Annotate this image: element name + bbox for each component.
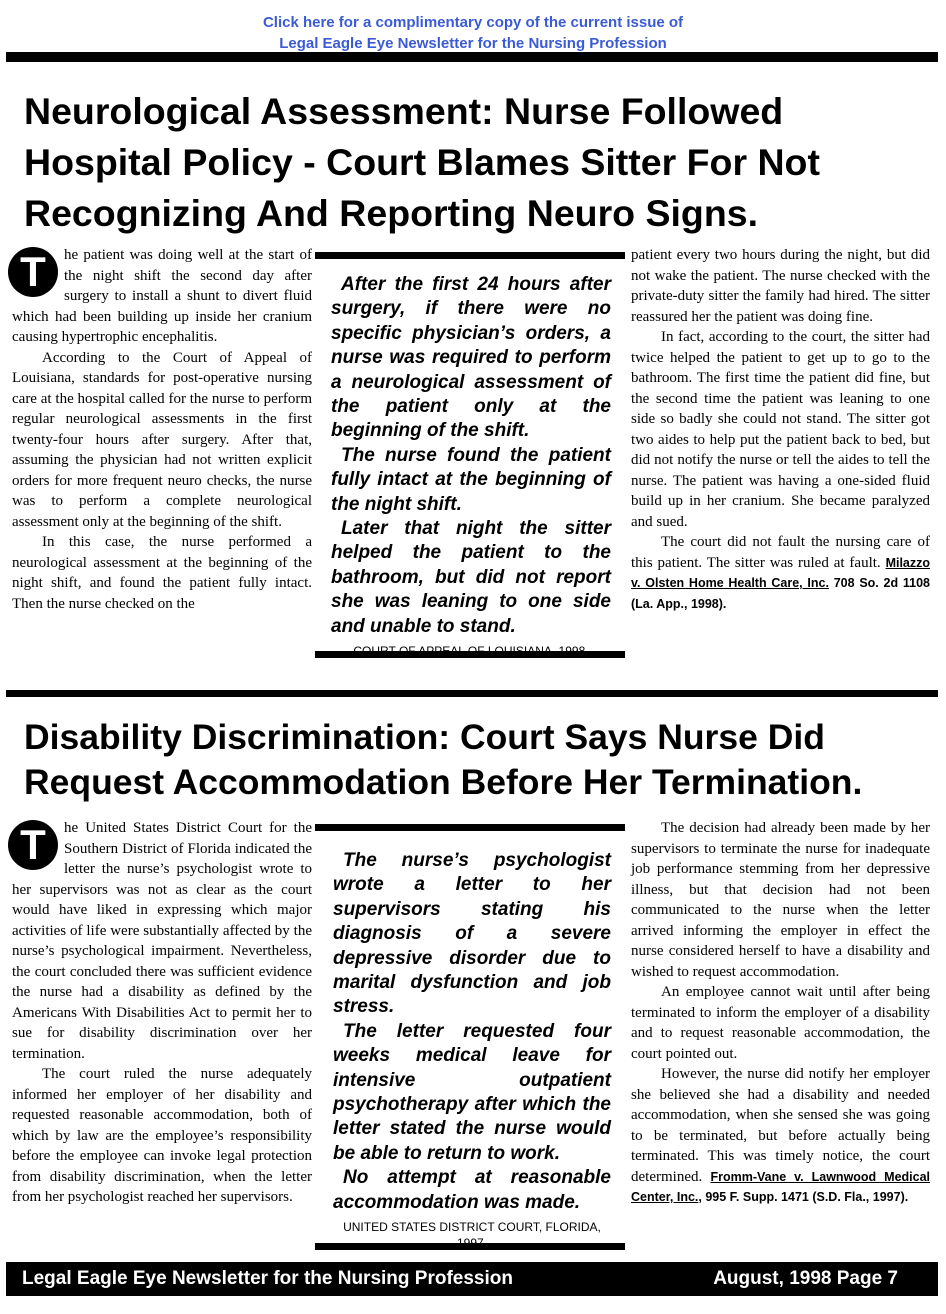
pull-quote-2: The letter requested four weeks medical leave for intensive outpatient psychotherapy after which the letter stated the nurse would be able to return to work. <box>333 1020 611 1164</box>
article-2-pull-quote <box>315 824 625 1250</box>
article-2-right-column <box>631 818 930 1208</box>
article-1-para-1-text: he patient was doing well at the start of the night shift the second day after surgery to install a shunt to divert fluid which had been building up inside her cranium causing hypertrophic encephalitis. <box>12 247 312 345</box>
promo-link[interactable] <box>263 14 683 52</box>
article-1-para-2: According to the Court of Appeal of Louisiana, standards for post-operative nursing care at the hospital called for the nurse to perform regular neurological assessments in the first twenty-four hours after surgery. After that, assuming the physician had not written explicit orders for more frequent neuro checks, the nurse was to perform a complete neurological assessment only at the beginning of the shift. <box>12 349 312 530</box>
pull-quote-1: The nurse’s psychologist wrote a letter to her supervisors stating his diagnosis of a severe depressive disorder due to marital dysfunction and job stress. <box>333 850 611 1018</box>
pull-quote-2: The nurse found the patient fully intact at the beginning of the night shift. <box>331 444 611 515</box>
drop-cap: T <box>8 247 58 297</box>
article-1-left-column <box>12 245 312 614</box>
drop-cap: T <box>8 820 58 870</box>
case-name: Fromm-Vane v. Lawnwood Medical Center, Inc. <box>631 1169 931 1204</box>
article-2-para-5 <box>631 1064 930 1208</box>
pull-quote-1: After the first 24 hours after surgery, if there were no specific physician’s orders, a nurse was required to perform a neurological assessment of the patient only at the beginning of the shift. <box>331 274 611 442</box>
article-2-para-2: The court ruled the nurse adequately informed her employer of her disability and requested reasonable accommodation, both of which by law are the employee’s responsibility before the employee can invoke legal protection from disability discrimination, when the letter from her psychologist reached her supervisors. <box>12 1066 312 1205</box>
pull-quote-citation: COURT OF APPEAL OF LOUISIANA, 1998. <box>353 644 589 659</box>
article-1-pull-quote <box>315 252 625 658</box>
footer-publication: Legal Eagle Eye Newsletter for the Nursing Profession <box>22 1268 513 1289</box>
footer-issue-page: August, 1998 Page 7 <box>713 1268 898 1289</box>
article-2-para-3: The decision had already been made by her supervisors to terminate the nurse for inadequate job performance stemming from her depressive illness, but that decision had not been communicated to the nurse when the letter arrived informing the employer in effect the nurse considered herself to have a disability and wished to request accommodation. <box>631 820 930 980</box>
article-1-right-column <box>631 245 930 614</box>
pull-quote-3: No attempt at reasonable accommodation was made. <box>333 1167 611 1213</box>
article-1-para-4: patient every two hours during the night, but did not wake the patient. The nurse checked with the private-duty sitter the family had hired. The sitter reassured her the patient was doing fine. <box>631 247 930 325</box>
article-1-para-5: In fact, according to the court, the sitter had twice helped the patient to get up to go to the bathroom. The first time the patient did fine, but the second time the patient was leaning to one side so badly she could not stand. The sitter got two aides to help put the patient back to bed, but did not notify the nurse or tell the aides to tell the nurse. The patient was having a one-sided fluid build up in her cranium. She became paralyzed and sued. <box>631 329 930 530</box>
case-reference: , 995 F. Supp. 1471 (S.D. Fla., 1997). <box>698 1190 909 1204</box>
pull-quote-citation: UNITED STATES DISTRICT COURT, FLORIDA, 1997. <box>343 1220 601 1251</box>
case-reference: 708 So. 2d 1108 (La. App., 1998). <box>631 576 930 611</box>
article-2-para-4: An employee cannot wait until after being terminated to inform the employer of a disability and to request reasonable accommodation, the court pointed out. <box>631 984 930 1062</box>
pull-quote-3: Later that night the sitter helped the patient to the bathroom, but did not report she was leaning to one side and unable to stand. <box>331 518 611 637</box>
promo-line-2: Legal Eagle Eye Newsletter for the Nursing Profession <box>279 35 667 52</box>
article-2-para-1-text: he United States District Court for the Southern District of Florida indicated the letter the nurse’s psychologist wrote to her supervisors was not as clear as the court would have liked in expressing which major activities of life were substantially affected by the nurse’s psychological impairment. Nevertheless, the court concluded there was sufficient evidence the nurse had a disability as defined by the Americans With Disabilities Act to permit her to sue for disability discrimination over her termination. <box>12 820 312 1062</box>
page-footer <box>6 1262 938 1296</box>
article-2-left-column <box>12 818 312 1208</box>
article-1-para-1 <box>12 245 312 348</box>
article-2-para-1 <box>12 818 312 1064</box>
article-1-headline: Neurological Assessment: Nurse Followed Hospital Policy - Court Blames Sitter For Not Recognizing And Reporting Neuro Signs. <box>24 90 820 234</box>
promo-banner <box>0 12 946 54</box>
article-1-para-3: In this case, the nurse performed a neurological assessment at the beginning of the night shift, and found the patient fully intact. Then the nurse checked on the <box>12 534 312 612</box>
case-name: Milazzo v. Olsten Home Health Care, Inc. <box>631 555 931 590</box>
article-1-para-6 <box>631 532 930 614</box>
article-2-headline: Disability Discrimination: Court Says Nurse Did Request Accommodation Before Her Termination. <box>24 717 863 802</box>
article-1-para-6-text: The court did not fault the nursing care of this patient. The sitter was ruled at fault. <box>631 534 930 571</box>
article-2-para-5-text: However, the nurse did notify her employer she believed she had a disability and needed accommodation, when she sensed she was going to be terminated, but before actually being terminated. This was timely notice, the court determined. <box>631 1066 930 1185</box>
promo-line-1: Click here for a complimentary copy of the current issue of <box>262 14 684 31</box>
top-rule <box>6 52 938 62</box>
section-divider <box>6 690 938 697</box>
